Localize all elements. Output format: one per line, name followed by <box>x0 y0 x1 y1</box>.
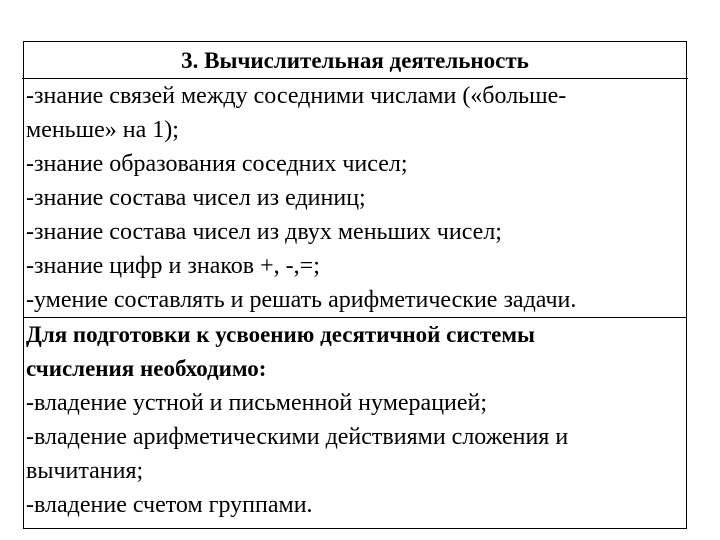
list-item: -владение арифметическими действиями сложения и <box>26 424 569 450</box>
list-item: вычитания; <box>26 458 144 484</box>
section2-body <box>24 318 686 528</box>
content-table <box>23 41 687 529</box>
section-title: 3. Вычислительная деятельность <box>22 42 688 79</box>
section1-body <box>24 79 686 318</box>
list-item: -знание связей между соседними числами («больше- <box>26 83 567 109</box>
section2-heading: счисления необходимо: <box>26 356 267 381</box>
list-item: меньше» на 1); <box>26 117 179 143</box>
list-item: -знание состава чисел из двух меньших чисел; <box>26 219 502 245</box>
list-item: -знание состава чисел из единиц; <box>26 185 366 211</box>
list-item: -владение счетом группами. <box>26 492 313 518</box>
list-item: -владение устной и письменной нумерацией; <box>26 390 488 416</box>
list-item: -знание цифр и знаков +, -,=; <box>26 253 320 279</box>
section2-heading: Для подготовки к усвоению десятичной системы <box>26 322 535 347</box>
list-item: -знание образования соседних чисел; <box>26 151 408 177</box>
list-item: -умение составлять и решать арифметические задачи. <box>26 287 577 313</box>
